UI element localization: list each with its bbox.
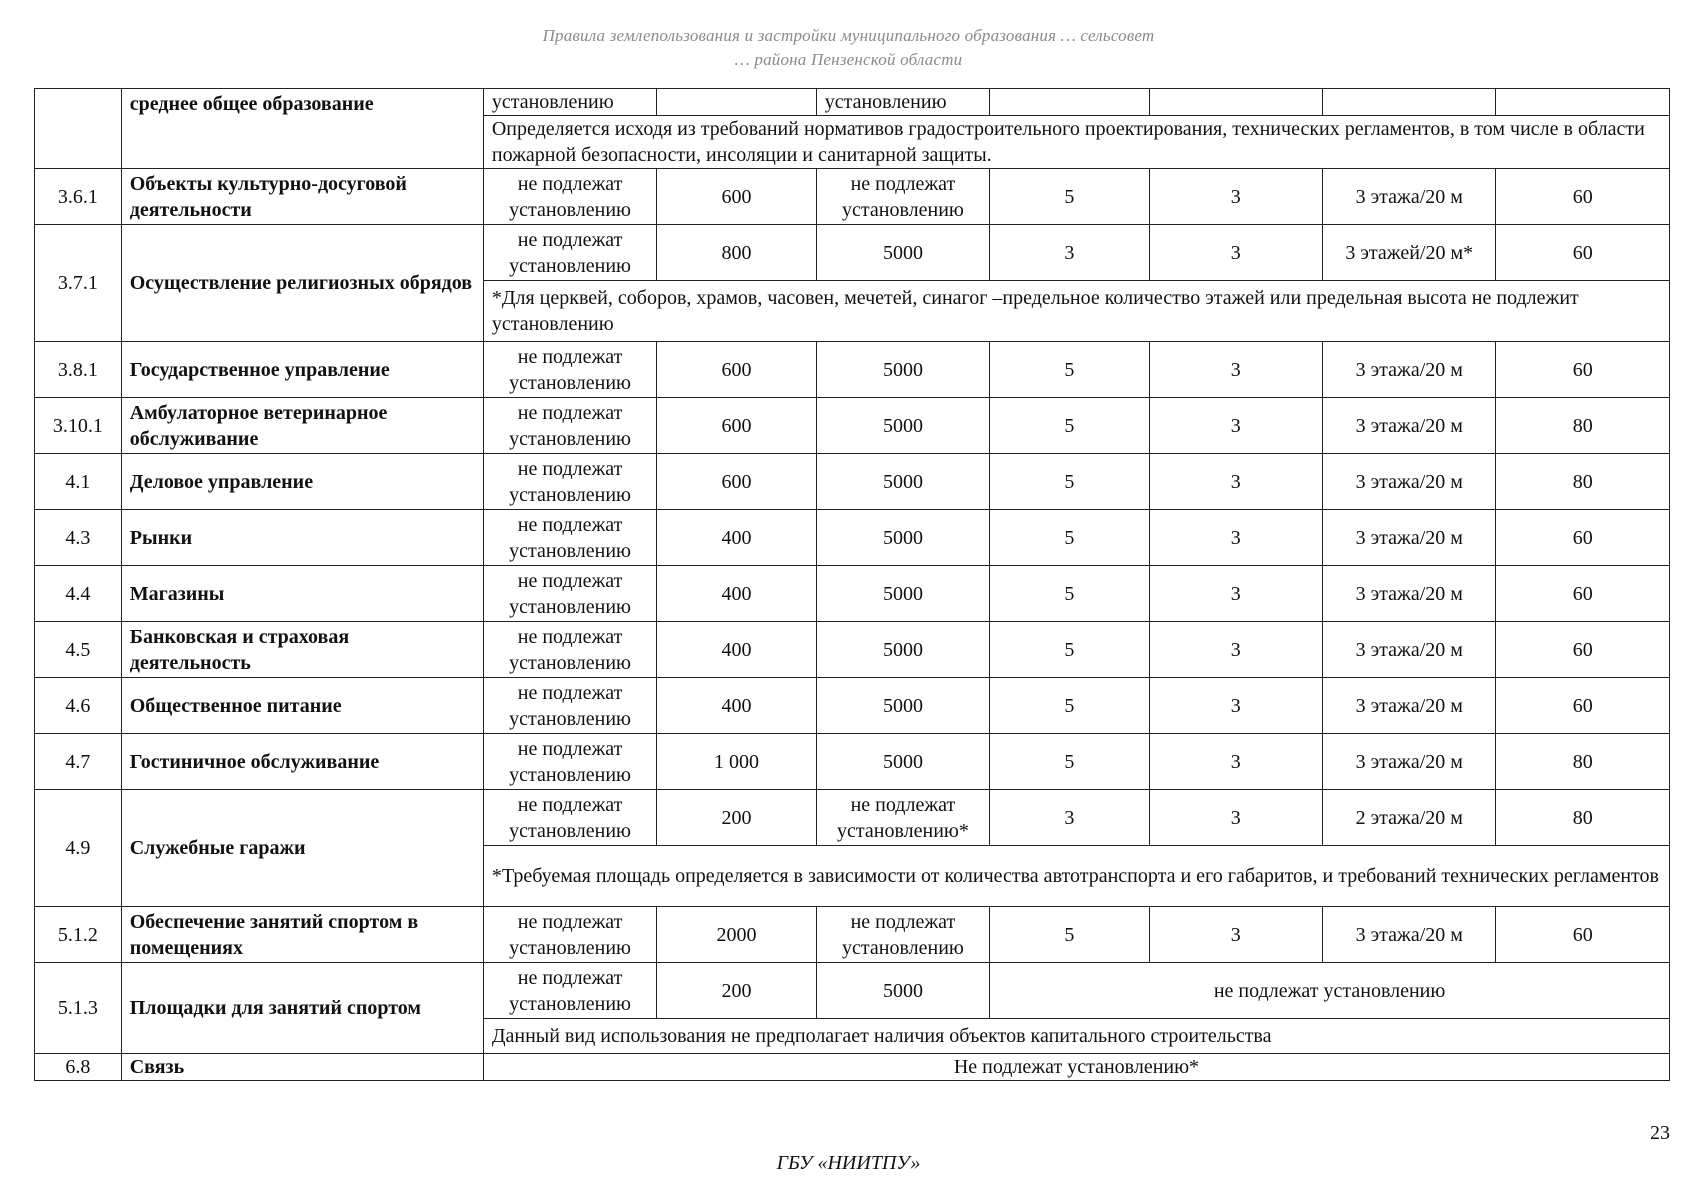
cell-value: не подлежат установлению [816, 907, 989, 963]
cell-value: 5000 [816, 225, 989, 281]
cell-value: 3 этажа/20 м [1323, 622, 1496, 678]
row-code: 5.1.3 [35, 963, 122, 1054]
cell-value: 800 [657, 225, 816, 281]
cell-value: 3 [990, 225, 1149, 281]
cell-value: установлению [483, 89, 656, 116]
table-row [35, 1054, 1670, 1081]
cell-value: не подлежат установлению [483, 622, 656, 678]
cell-value: 80 [1496, 398, 1670, 454]
table-row [35, 566, 1670, 622]
cell-value: 2000 [657, 907, 816, 963]
row-code: 3.8.1 [35, 342, 122, 398]
row-code: 5.1.2 [35, 907, 122, 963]
cell-value: 80 [1496, 734, 1670, 790]
cell-value: 3 [1149, 678, 1322, 734]
cell-value: не подлежат установлению [816, 169, 989, 225]
cell-value: 3 [1149, 622, 1322, 678]
cell-value: 60 [1496, 225, 1670, 281]
row-note: Данный вид использования не предполагает наличия объектов капитального строительства [483, 1019, 1669, 1054]
cell-value: 5 [990, 734, 1149, 790]
row-name: Осуществление религиозных обрядов [121, 225, 483, 342]
cell-value [990, 89, 1149, 116]
table-row [35, 454, 1670, 510]
cell-value [1149, 89, 1322, 116]
document-header [0, 24, 1697, 72]
row-code: 3.6.1 [35, 169, 122, 225]
cell-value: 60 [1496, 622, 1670, 678]
cell-value: 3 этажей/20 м* [1323, 225, 1496, 281]
cell-value: 60 [1496, 566, 1670, 622]
merged-value: Не подлежат установлению* [483, 1054, 1669, 1081]
cell-value: не подлежат установлению [483, 566, 656, 622]
cell-value: 3 [1149, 510, 1322, 566]
cell-value: 60 [1496, 169, 1670, 225]
cell-value: 600 [657, 454, 816, 510]
cell-value: 5000 [816, 566, 989, 622]
row-code: 3.7.1 [35, 225, 122, 342]
cell-value [1496, 89, 1670, 116]
cell-value: 5 [990, 169, 1149, 225]
cell-value: 3 [1149, 734, 1322, 790]
table-row [35, 342, 1670, 398]
row-name: среднее общее образование [121, 89, 483, 169]
row-note: *Для церквей, соборов, храмов, часовен, мечетей, синагог –предельное количество этажей или предельная высота не подлежит установлению [483, 281, 1669, 342]
cell-value: 3 этажа/20 м [1323, 342, 1496, 398]
cell-value: не подлежат установлению [483, 790, 656, 846]
row-code: 6.8 [35, 1054, 122, 1081]
page-number: 23 [1650, 1122, 1670, 1144]
row-name: Деловое управление [121, 454, 483, 510]
cell-value: 3 этажа/20 м [1323, 454, 1496, 510]
cell-value: 2 этажа/20 м [1323, 790, 1496, 846]
cell-value: 3 этажа/20 м [1323, 169, 1496, 225]
cell-value: 80 [1496, 454, 1670, 510]
cell-value: не подлежат установлению [483, 907, 656, 963]
cell-value: 3 [1149, 566, 1322, 622]
cell-value: 60 [1496, 342, 1670, 398]
row-name: Магазины [121, 566, 483, 622]
cell-value: не подлежат установлению [483, 734, 656, 790]
cell-value: 5000 [816, 454, 989, 510]
row-code: 4.7 [35, 734, 122, 790]
cell-value: не подлежат установлению [483, 225, 656, 281]
cell-value: 3 этажа/20 м [1323, 678, 1496, 734]
row-name: Государственное управление [121, 342, 483, 398]
cell-value: 200 [657, 790, 816, 846]
cell-value: 5 [990, 566, 1149, 622]
table-row [35, 398, 1670, 454]
cell-value: 3 [1149, 342, 1322, 398]
row-code: 3.10.1 [35, 398, 122, 454]
cell-value: не подлежат установлению [483, 963, 656, 1019]
table-row [35, 963, 1670, 1019]
cell-value: не подлежат установлению [483, 678, 656, 734]
cell-value: 60 [1496, 678, 1670, 734]
cell-value: 3 этажа/20 м [1323, 398, 1496, 454]
cell-value: установлению [816, 89, 989, 116]
row-name: Амбулаторное ветеринарное обслуживание [121, 398, 483, 454]
row-note: Определяется исходя из требований нормативов градостроительного проектирования, технических регламентов, в том числе в области пожарной безопасности, инсоляции и санитарной защиты. [483, 116, 1669, 169]
cell-value: не подлежат установлению [483, 454, 656, 510]
cell-value: не подлежат установлению [483, 398, 656, 454]
row-name: Банковская и страховая деятельность [121, 622, 483, 678]
cell-value: 5 [990, 510, 1149, 566]
cell-value: 3 этажа/20 м [1323, 907, 1496, 963]
cell-value: 80 [1496, 790, 1670, 846]
row-code [35, 89, 122, 169]
table-row [35, 678, 1670, 734]
cell-value: 3 этажа/20 м [1323, 734, 1496, 790]
cell-value: 600 [657, 169, 816, 225]
table-row [35, 907, 1670, 963]
cell-value: 600 [657, 342, 816, 398]
cell-value: 600 [657, 398, 816, 454]
cell-value: 1 000 [657, 734, 816, 790]
cell-value: 400 [657, 678, 816, 734]
cell-value [657, 89, 816, 116]
table-row [35, 510, 1670, 566]
cell-value: 200 [657, 963, 816, 1019]
cell-value: 5000 [816, 342, 989, 398]
cell-value: 400 [657, 510, 816, 566]
cell-value: 60 [1496, 907, 1670, 963]
cell-value: 3 [1149, 907, 1322, 963]
document-footer: ГБУ «НИИТПУ» [776, 1152, 921, 1174]
cell-value: 3 этажа/20 м [1323, 566, 1496, 622]
row-name: Обеспечение занятий спортом в помещениях [121, 907, 483, 963]
cell-value: 5000 [816, 398, 989, 454]
cell-value [1323, 89, 1496, 116]
cell-value: 3 [1149, 398, 1322, 454]
cell-value: 5000 [816, 734, 989, 790]
cell-value: не подлежат установлению [483, 342, 656, 398]
row-name: Объекты культурно-досуговой деятельности [121, 169, 483, 225]
row-code: 4.1 [35, 454, 122, 510]
cell-value: 5000 [816, 622, 989, 678]
table-row [35, 225, 1670, 281]
cell-value: 3 [1149, 790, 1322, 846]
cell-value: 60 [1496, 510, 1670, 566]
cell-value: 5 [990, 342, 1149, 398]
cell-value: 5 [990, 454, 1149, 510]
cell-value: 3 [1149, 225, 1322, 281]
cell-value: 3 [1149, 169, 1322, 225]
cell-value: 3 этажа/20 м [1323, 510, 1496, 566]
cell-value: 400 [657, 566, 816, 622]
row-name: Служебные гаражи [121, 790, 483, 907]
cell-value: 5000 [816, 963, 989, 1019]
merged-value: не подлежат установлению [990, 963, 1670, 1019]
cell-value: 5000 [816, 678, 989, 734]
cell-value: не подлежат установлению [483, 169, 656, 225]
cell-value: 5 [990, 398, 1149, 454]
row-code: 4.5 [35, 622, 122, 678]
table-row [35, 169, 1670, 225]
row-code: 4.4 [35, 566, 122, 622]
row-code: 4.3 [35, 510, 122, 566]
cell-value: 400 [657, 622, 816, 678]
header-line-1: Правила землепользования и застройки муниципального образования … сельсовет [542, 26, 1155, 45]
table-row [35, 89, 1670, 116]
cell-value: не подлежат установлению* [816, 790, 989, 846]
regulations-table [34, 88, 1670, 1081]
row-name: Общественное питание [121, 678, 483, 734]
table-row [35, 734, 1670, 790]
row-name: Рынки [121, 510, 483, 566]
table-row [35, 622, 1670, 678]
row-note: *Требуемая площадь определяется в зависимости от количества автотранспорта и его габаритов, и требований технических регламентов [483, 846, 1669, 907]
cell-value: 5 [990, 678, 1149, 734]
row-name: Площадки для занятий спортом [121, 963, 483, 1054]
header-line-2: … района Пензенской области [734, 50, 963, 69]
cell-value: 5 [990, 907, 1149, 963]
row-code: 4.9 [35, 790, 122, 907]
row-name: Гостиничное обслуживание [121, 734, 483, 790]
cell-value: 5 [990, 622, 1149, 678]
table-row [35, 790, 1670, 846]
cell-value: 5000 [816, 510, 989, 566]
row-name: Связь [121, 1054, 483, 1081]
cell-value: 3 [990, 790, 1149, 846]
cell-value: не подлежат установлению [483, 510, 656, 566]
row-code: 4.6 [35, 678, 122, 734]
cell-value: 3 [1149, 454, 1322, 510]
